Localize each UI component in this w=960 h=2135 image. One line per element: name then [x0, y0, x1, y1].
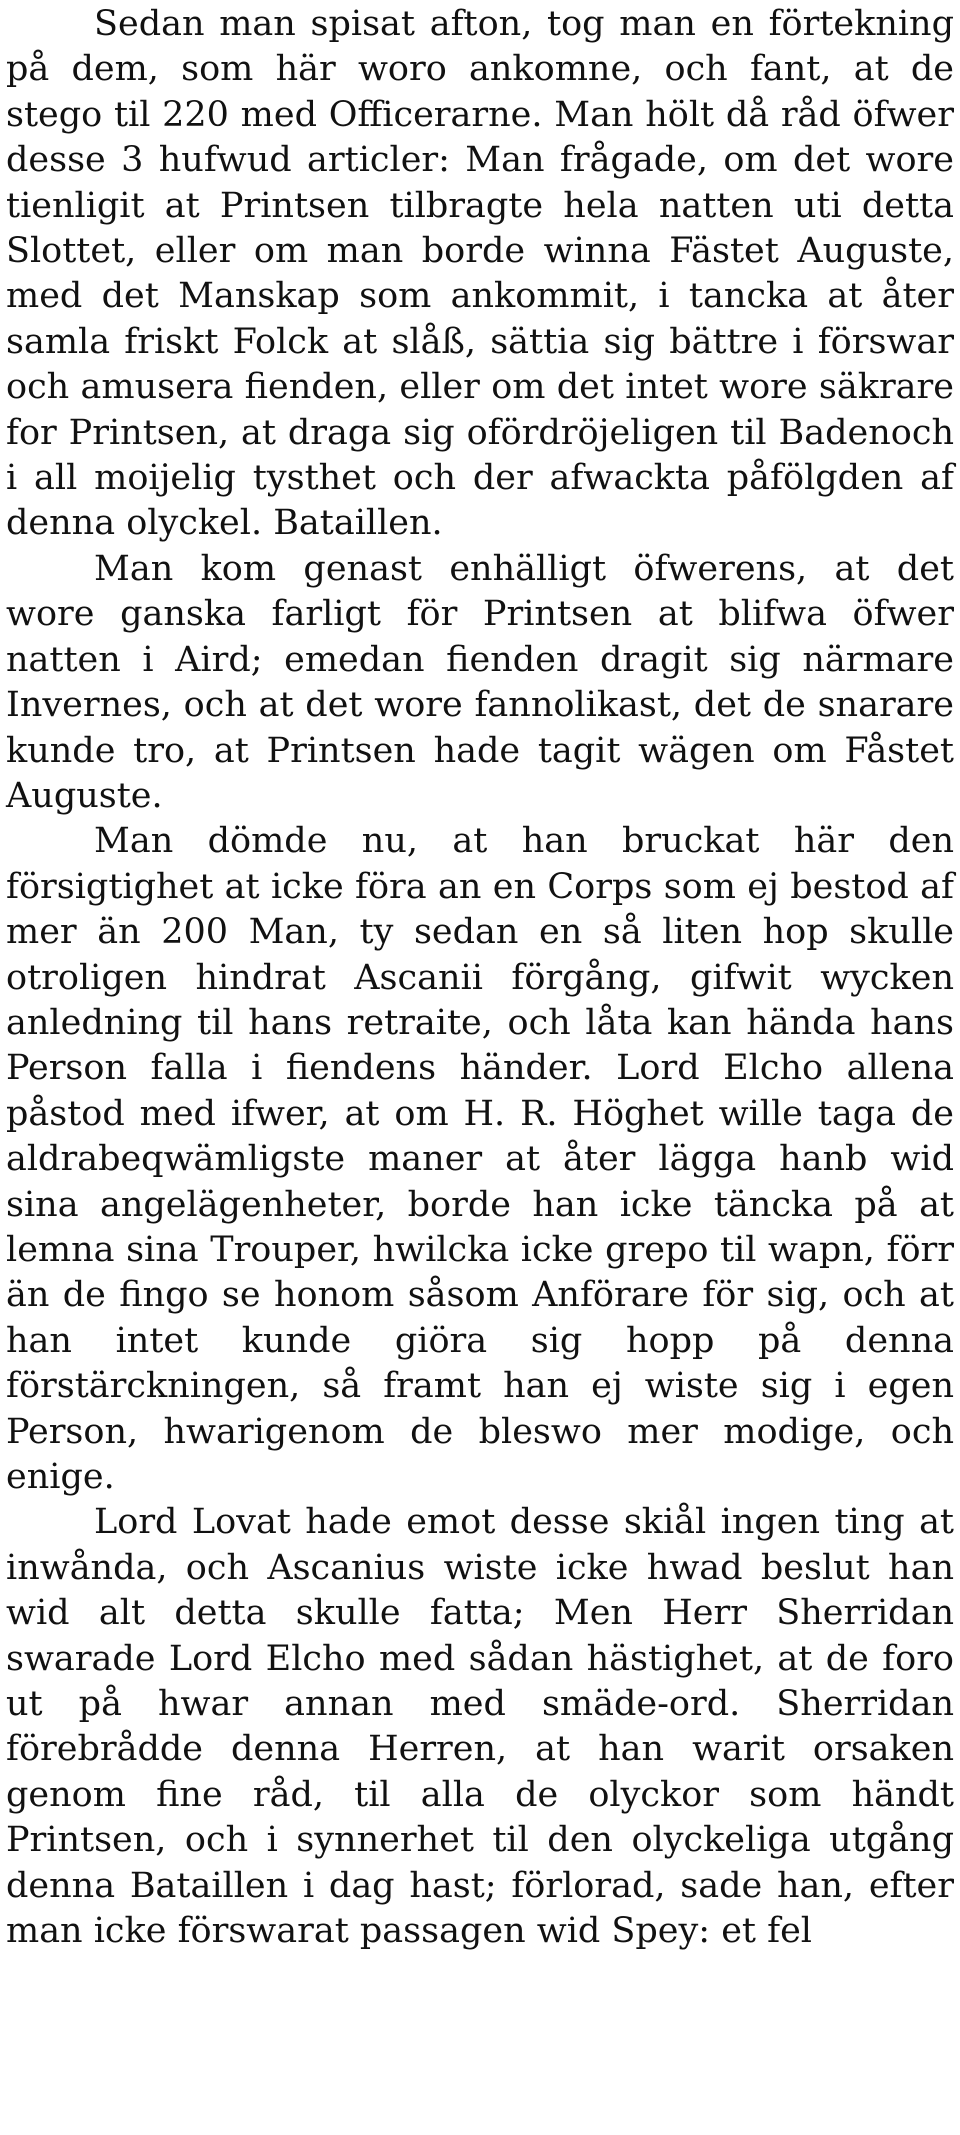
paragraph-2: Man kom genast enhälligt öfwerens, at det wore ganska farligt för Printsen at blifwa öfwer natten i Aird; emedan fienden dragit sig närmare Invernes, och at det wore fannolikast, det de snarare kunde tro, at Printsen hade tagit wägen om Fåstet Auguste.: [6, 548, 954, 816]
paragraph-1: Sedan man spisat afton, tog man en förtekning på dem, som här woro ankomne, och fant, at de stego til 220 med Officerarne. Man hölt då råd öfwer desse 3 hufwud articler: Man frågade, om det wore tienligit at Printsen tilbragte hela natten uti detta Slottet, eller om man borde winna Fästet Auguste, med det Manskap som ankommit, i tancka at åter samla friskt Folck at slåß, sättia sig bättre i förswar och amusera fienden, eller om det intet wore säkrare for Printsen, at draga sig ofördröjeligen til Badenoch i all moijelig tysthet och der afwackta påfölgden af denna olyckel. Bataillen.: [6, 4, 954, 544]
paragraph-4: Lord Lovat hade emot desse skiål ingen ting at inwånda, och Ascanius wiste icke hwad beslut han wid alt detta skulle fatta; Men Herr Sherridan swarade Lord Elcho med sådan hästighet, at de foro ut på hwar annan med smäde-ord. Sherridan förebrådde denna Herren, at han warit orsaken genom fine råd, til alla de olyckor som händt Printsen, och i synnerhet til den olyckeliga utgång denna Bataillen i dag hast; förlorad, sade han, efter man icke förswarat passagen wid Spey: et fel: [6, 1502, 954, 1952]
paragraph-3: Man dömde nu, at han bruckat här den försigtighet at icke föra an en Corps som ej bestod af mer än 200 Man, ty sedan en så liten hop skulle otroligen hindrat Ascanii förgång, gifwit wycken anledning til hans retraite, och låta kan hända hans Person falla i fiendens händer. Lord Elcho allena påstod med ifwer, at om H. R. Höghet wille taga de aldrabeqwämligste maner at åter lägga hanb wid sina angelägenheter, borde han icke täncka på at lemna sina Trouper, hwilcka icke grepo til wapn, förr än de fingo se honom såsom Anförare för sig, och at han intet kunde giöra sig hopp på denna förstärckningen, så framt han ej wiste sig i egen Person, hwarigenom de bleswo mer modige, och enige.: [6, 821, 954, 1497]
